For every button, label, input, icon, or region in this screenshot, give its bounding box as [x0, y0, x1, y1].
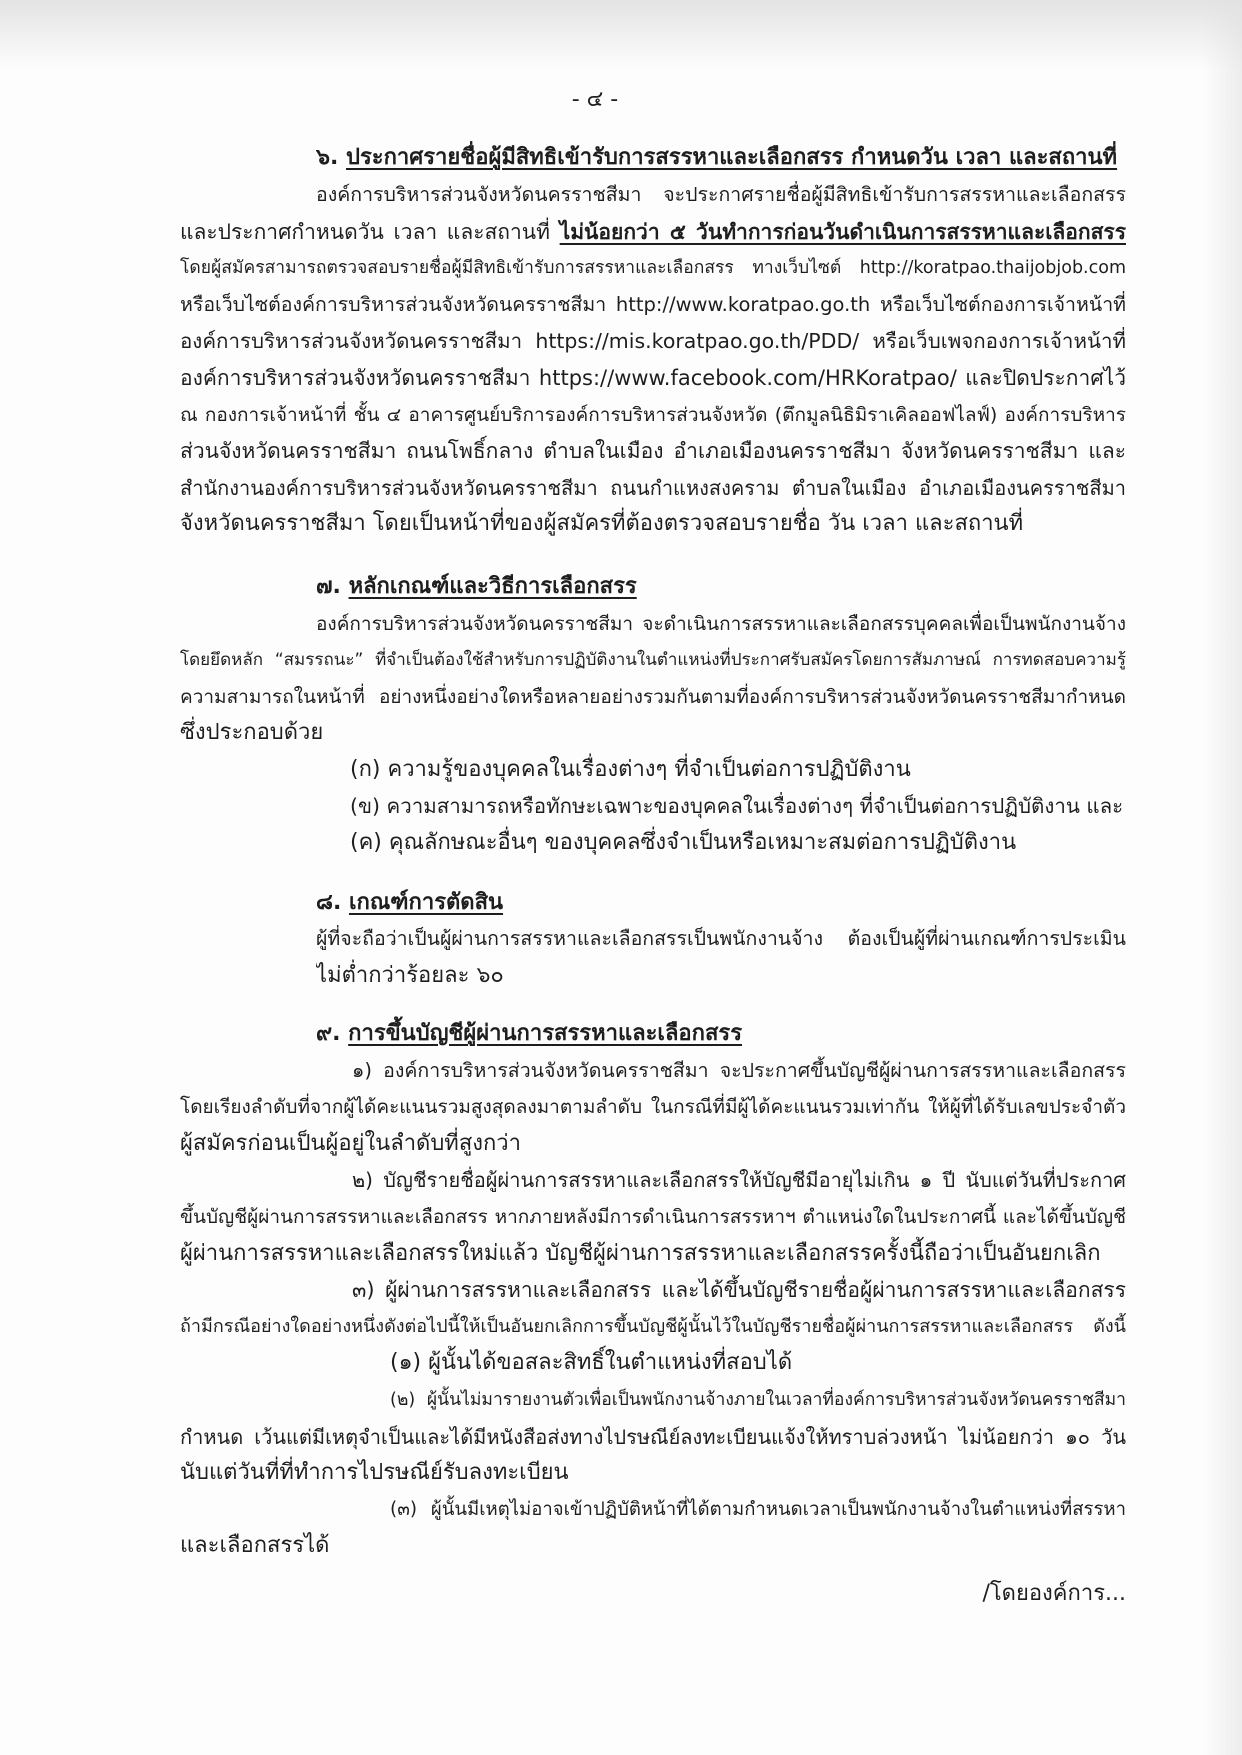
section-8-heading	[316, 884, 1126, 922]
section-8-paragraph-line: ผู้ที่จะถือว่าเป็นผู้ผ่านการสรรหาและเลือกสรรเป็นพนักงานจ้าง ต้องเป็นผู้ที่ผ่านเกณฑ์การประเมิน	[316, 927, 1126, 950]
section-6-paragraph-line: จังหวัดนครราชสีมา โดยเป็นหน้าที่ของผู้สมัครที่ต้องตรวจสอบรายชื่อ วัน เวลา และสถานที่	[180, 511, 1024, 536]
section-6-paragraph-line: องค์การบริหารส่วนจังหวัดนครราชสีมา จะประกาศรายชื่อผู้มีสิทธิเข้ารับการสรรหาและเลือกสรร	[316, 183, 1126, 206]
section-7-paragraph-line: ซึ่งประกอบด้วย	[180, 720, 324, 745]
section-title: ประกาศรายชื่อผู้มีสิทธิเข้ารับการสรรหาและเลือกสรร กำหนดวัน เวลา และสถานที่	[346, 145, 1118, 170]
section-9-subclause-line: นับแต่วันที่ที่ทำการไปรษณีย์รับลงทะเบียน	[180, 1460, 569, 1485]
section-6-heading	[316, 139, 1126, 177]
section-number: ๖.	[316, 145, 339, 170]
section-7-paragraph-line: โดยยึดหลัก “สมรรถนะ” ที่จำเป็นต้องใช้สำหรับการปฏิบัติงานในตำแหน่งที่ประกาศรับสมัครโดยการสัมภาษณ์ การทดสอบความรู้	[180, 650, 1126, 670]
section-6-paragraph-line: สำนักงานองค์การบริหารส่วนจังหวัดนครราชสีมา ถนนกำแหงสงคราม ตำบลในเมือง อำเภอเมืองนครราชสีมา	[180, 476, 1126, 500]
continuation-marker: /โดยองค์การ...	[982, 1581, 1126, 1606]
section-9-subclause-line: (๓) ผู้นั้นมีเหตุไม่อาจเข้าปฏิบัติหน้าที่ได้ตามกำหนดเวลาเป็นพนักงานจ้างในตำแหน่งที่สรรหา	[390, 1499, 1126, 1520]
section-9-clause-line: ขึ้นบัญชีผู้ผ่านการสรรหาและเลือกสรร หากภายหลังมีการดำเนินการสรรหาฯ ตำแหน่งใดในประกาศนี้ และได้ขึ้นบัญชี	[180, 1206, 1126, 1228]
section-6-paragraph-line: องค์การบริหารส่วนจังหวัดนครราชสีมา https://www.facebook.com/HRKoratpao/ และปิดประกาศไว้	[180, 366, 1126, 390]
section-8-paragraph-line: ไม่ต่ำกว่าร้อยละ ๖๐	[316, 963, 504, 988]
criteria-item: (ค) คุณลักษณะอื่นๆ ของบุคคลซึ่งจำเป็นหรือเหมาะสมต่อการปฏิบัติงาน	[350, 830, 1017, 855]
section-7-paragraph-line: ความสามารถในหน้าที่ อย่างหนึ่งอย่างใดหรือหลายอย่างรวมกันตามที่องค์การบริหารส่วนจังหวัดนครราชสีมากำหนด	[180, 686, 1126, 708]
section-9-clause-line: ผู้สมัครก่อนเป็นผู้อยู่ในลำดับที่สูงกว่า	[180, 1131, 522, 1156]
section-6-paragraph-line: ส่วนจังหวัดนครราชสีมา ถนนโพธิ์กลาง ตำบลในเมือง อำเภอเมืองนครราชสีมา จังหวัดนครราชสีมา และ	[180, 439, 1126, 463]
section-6-paragraph-line: หรือเว็บไซต์องค์การบริหารส่วนจังหวัดนครราชสีมา http://www.koratpao.go.th หรือเว็บไซต์กองการเจ้าหน้าที่	[180, 293, 1126, 316]
criteria-item: (ก) ความรู้ของบุคคลในเรื่องต่างๆ ที่จำเป็นต่อการปฏิบัติงาน	[350, 757, 911, 782]
section-title: เกณฑ์การตัดสิน	[349, 890, 504, 915]
criteria-item: (ข) ความสามารถหรือทักษะเฉพาะของบุคคลในเรื่องต่างๆ ที่จำเป็นต่อการปฏิบัติงาน และ	[350, 794, 1124, 818]
section-number: ๙.	[316, 1021, 341, 1046]
section-9-subclause-line: กำหนด เว้นแต่มีเหตุจำเป็นและได้มีหนังสือส่งทางไปรษณีย์ลงทะเบียนแจ้งให้ทราบล่วงหน้า ไม่น้อยกว่า ๑๐ วัน	[180, 1425, 1126, 1449]
section-7-heading	[316, 568, 1126, 606]
section-number: ๗.	[316, 574, 341, 599]
section-9-clause-line: ๒) บัญชีรายชื่อผู้ผ่านการสรรหาและเลือกสรรให้บัญชีมีอายุไม่เกิน ๑ ปี นับแต่วันที่ประกาศ	[352, 1168, 1126, 1192]
deadline-emphasis: ไม่น้อยกว่า ๕ วันทำการก่อนวันดำเนินการสรรหาและเลือกสรร	[559, 220, 1126, 244]
section-9-clause-line: โดยเรียงลำดับที่จากผู้ได้คะแนนรวมสูงสุดลงมาตามลำดับ ในกรณีที่มีผู้ได้คะแนนรวมเท่ากัน ให้ผู้ที่ได้รับเลขประจำตัว	[180, 1096, 1126, 1118]
section-9-subclause-line: และเลือกสรรได้	[180, 1533, 330, 1558]
section-9-heading	[316, 1015, 1126, 1053]
announcement-text: และประกาศกำหนดวัน เวลา และสถานที่	[180, 220, 550, 244]
section-9-subclause-line: (๑) ผู้นั้นได้ขอสละสิทธิ์ในตำแหน่งที่สอบได้	[390, 1350, 793, 1375]
section-9-clause-line: ๑) องค์การบริหารส่วนจังหวัดนครราชสีมา จะประกาศขึ้นบัญชีผู้ผ่านการสรรหาและเลือกสรร	[352, 1059, 1126, 1082]
section-9-subclause-line: (๒) ผู้นั้นไม่มารายงานตัวเพื่อเป็นพนักงานจ้างภายในเวลาที่องค์การบริหารส่วนจังหวัดนครราชสีมา	[390, 1390, 1126, 1410]
section-6-paragraph-line: ณ กองการเจ้าหน้าที่ ชั้น ๔ อาคารศูนย์บริการองค์การบริหารส่วนจังหวัด (ตึกมูลนิธิมิราเคิลออฟไลฟ์) องค์การบริหาร	[180, 404, 1126, 426]
section-6-paragraph-line: องค์การบริหารส่วนจังหวัดนครราชสีมา https://mis.koratpao.go.th/PDD/ หรือเว็บเพจกองการเจ้าหน้าที่	[180, 329, 1126, 353]
section-9-clause-line: ผู้ผ่านการสรรหาและเลือกสรรใหม่แล้ว บัญชีผู้ผ่านการสรรหาและเลือกสรรครั้งนี้ถือว่าเป็นอันยกเลิก	[180, 1241, 1101, 1266]
section-number: ๘.	[316, 890, 342, 915]
section-title: หลักเกณฑ์และวิธีการเลือกสรร	[348, 574, 637, 599]
section-9-clause-line: ถ้ามีกรณีอย่างใดอย่างหนึ่งดังต่อไปนี้ให้เป็นอันยกเลิกการขึ้นบัญชีผู้นั้นไว้ในบัญชีรายชื่อผู้ผ่านการสรรหาและเลือกสรร ดังนี้	[180, 1316, 1126, 1337]
section-9-clause-line: ๓) ผู้ผ่านการสรรหาและเลือกสรร และได้ขึ้นบัญชีรายชื่อผู้ผ่านการสรรหาและเลือกสรร	[352, 1278, 1126, 1302]
section-title: การขึ้นบัญชีผู้ผ่านการสรรหาและเลือกสรร	[348, 1021, 743, 1046]
section-7-paragraph-line: องค์การบริหารส่วนจังหวัดนครราชสีมา จะดำเนินการสรรหาและเลือกสรรบุคคลเพื่อเป็นพนักงานจ้าง	[316, 613, 1126, 635]
section-6-paragraph-line	[180, 213, 1126, 251]
page-number: - ๔ -	[571, 87, 619, 112]
section-6-paragraph-line: โดยผู้สมัครสามารถตรวจสอบรายชื่อผู้มีสิทธิเข้ารับการสรรหาและเลือกสรร ทางเว็บไซต์ http://koratpao.thaijobjob.com	[180, 258, 1126, 278]
